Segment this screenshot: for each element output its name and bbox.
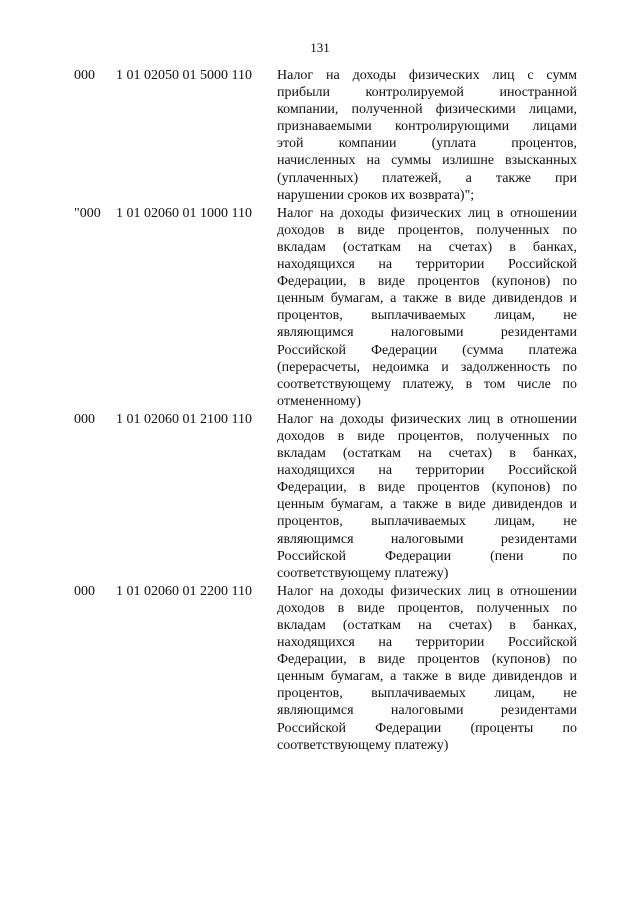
description-line: находящихся на территории Российской bbox=[277, 463, 577, 479]
budget-classification-code: 1 01 02060 01 2200 110 bbox=[116, 583, 252, 599]
description-line: являющимся налоговыми резидентами bbox=[277, 325, 577, 341]
description-line: вкладам (остаткам на счетах) в банках, bbox=[277, 618, 577, 633]
description-line: процентов, выплачиваемых лицам, не bbox=[277, 308, 577, 324]
description-line: (уплаченных) платежей, а также при bbox=[277, 170, 577, 186]
description-line: прибыли контролируемой иностранной bbox=[277, 85, 577, 101]
budget-classification-code: 1 01 02050 01 5000 110 bbox=[116, 68, 252, 83]
description-line: являющимся налоговыми резидентами bbox=[277, 531, 577, 547]
table-row bbox=[0, 411, 640, 582]
description-line: начисленных на суммы излишне взысканных bbox=[277, 153, 577, 169]
description-line: вкладам (остаткам на счетах) в банках, bbox=[277, 446, 577, 462]
income-description bbox=[277, 411, 577, 582]
description-line: доходов в виде процентов, полученных по bbox=[277, 600, 577, 616]
description-line: доходов в виде процентов, полученных по bbox=[277, 222, 577, 238]
description-line: Налог на доходы физических лиц в отношении bbox=[277, 583, 577, 599]
description-line: Налог на доходы физических лиц в отношении bbox=[277, 205, 577, 221]
description-line: Федерации, в виде процентов (купонов) по bbox=[277, 480, 577, 496]
table-row bbox=[0, 205, 640, 410]
income-description bbox=[277, 583, 577, 754]
description-line: Российской Федерации (проценты по bbox=[277, 720, 577, 736]
description-line: соответствующему платежу) bbox=[277, 737, 449, 753]
description-line: являющимся налоговыми резидентами bbox=[277, 703, 577, 719]
description-line: компании, полученной физическими лицами, bbox=[277, 102, 577, 118]
description-line: соответствующему платежу) bbox=[277, 565, 449, 581]
description-line: вкладам (остаткам на счетах) в банках, bbox=[277, 239, 577, 255]
description-line: ценным бумагам, а также в виде дивидендов и bbox=[277, 291, 577, 307]
description-line: признаваемыми контролирующими лицами bbox=[277, 119, 577, 135]
description-line: отмененному) bbox=[277, 393, 361, 409]
description-line: ценным бумагам, а также в виде дивидендов и bbox=[277, 669, 577, 685]
description-line: ценным бумагам, а также в виде дивидендов и bbox=[277, 497, 577, 513]
description-line: нарушении сроков их возврата)"; bbox=[277, 187, 475, 203]
description-line: Налог на доходы физических лиц с сумм bbox=[277, 68, 577, 83]
description-line: доходов в виде процентов, полученных по bbox=[277, 428, 577, 444]
description-line: (перерасчеты, недоимка и задолженность по bbox=[277, 359, 577, 375]
row-spacer bbox=[0, 754, 640, 755]
description-line: находящихся на территории Российской bbox=[277, 635, 577, 651]
page-number: 131 bbox=[310, 40, 330, 55]
admin-code: 000 bbox=[74, 68, 95, 83]
admin-code: 000 bbox=[74, 583, 95, 599]
description-line: находящихся на территории Российской bbox=[277, 257, 577, 273]
admin-code: 000 bbox=[74, 411, 95, 427]
admin-code: "000 bbox=[74, 205, 101, 221]
table-row bbox=[0, 67, 640, 204]
description-line: Налог на доходы физических лиц в отношении bbox=[277, 411, 577, 427]
description-line: Федерации, в виде процентов (купонов) по bbox=[277, 652, 577, 668]
description-line: Российской Федерации (сумма платежа bbox=[277, 342, 577, 358]
description-line: этой компании (уплата процентов, bbox=[277, 136, 577, 152]
description-line: Федерации, в виде процентов (купонов) по bbox=[277, 274, 577, 290]
table-row bbox=[0, 583, 640, 754]
description-line: процентов, выплачиваемых лицам, не bbox=[277, 514, 577, 530]
description-line: Российской Федерации (пени по bbox=[277, 548, 577, 564]
budget-classification-code: 1 01 02060 01 1000 110 bbox=[116, 205, 252, 221]
budget-classification-code: 1 01 02060 01 2100 110 bbox=[116, 411, 252, 427]
income-description bbox=[277, 205, 577, 410]
description-line: процентов, выплачиваемых лицам, не bbox=[277, 686, 577, 702]
description-line: соответствующему платежу, в том числе по bbox=[277, 376, 577, 392]
income-description bbox=[277, 67, 577, 204]
budget-code-table bbox=[0, 67, 640, 755]
